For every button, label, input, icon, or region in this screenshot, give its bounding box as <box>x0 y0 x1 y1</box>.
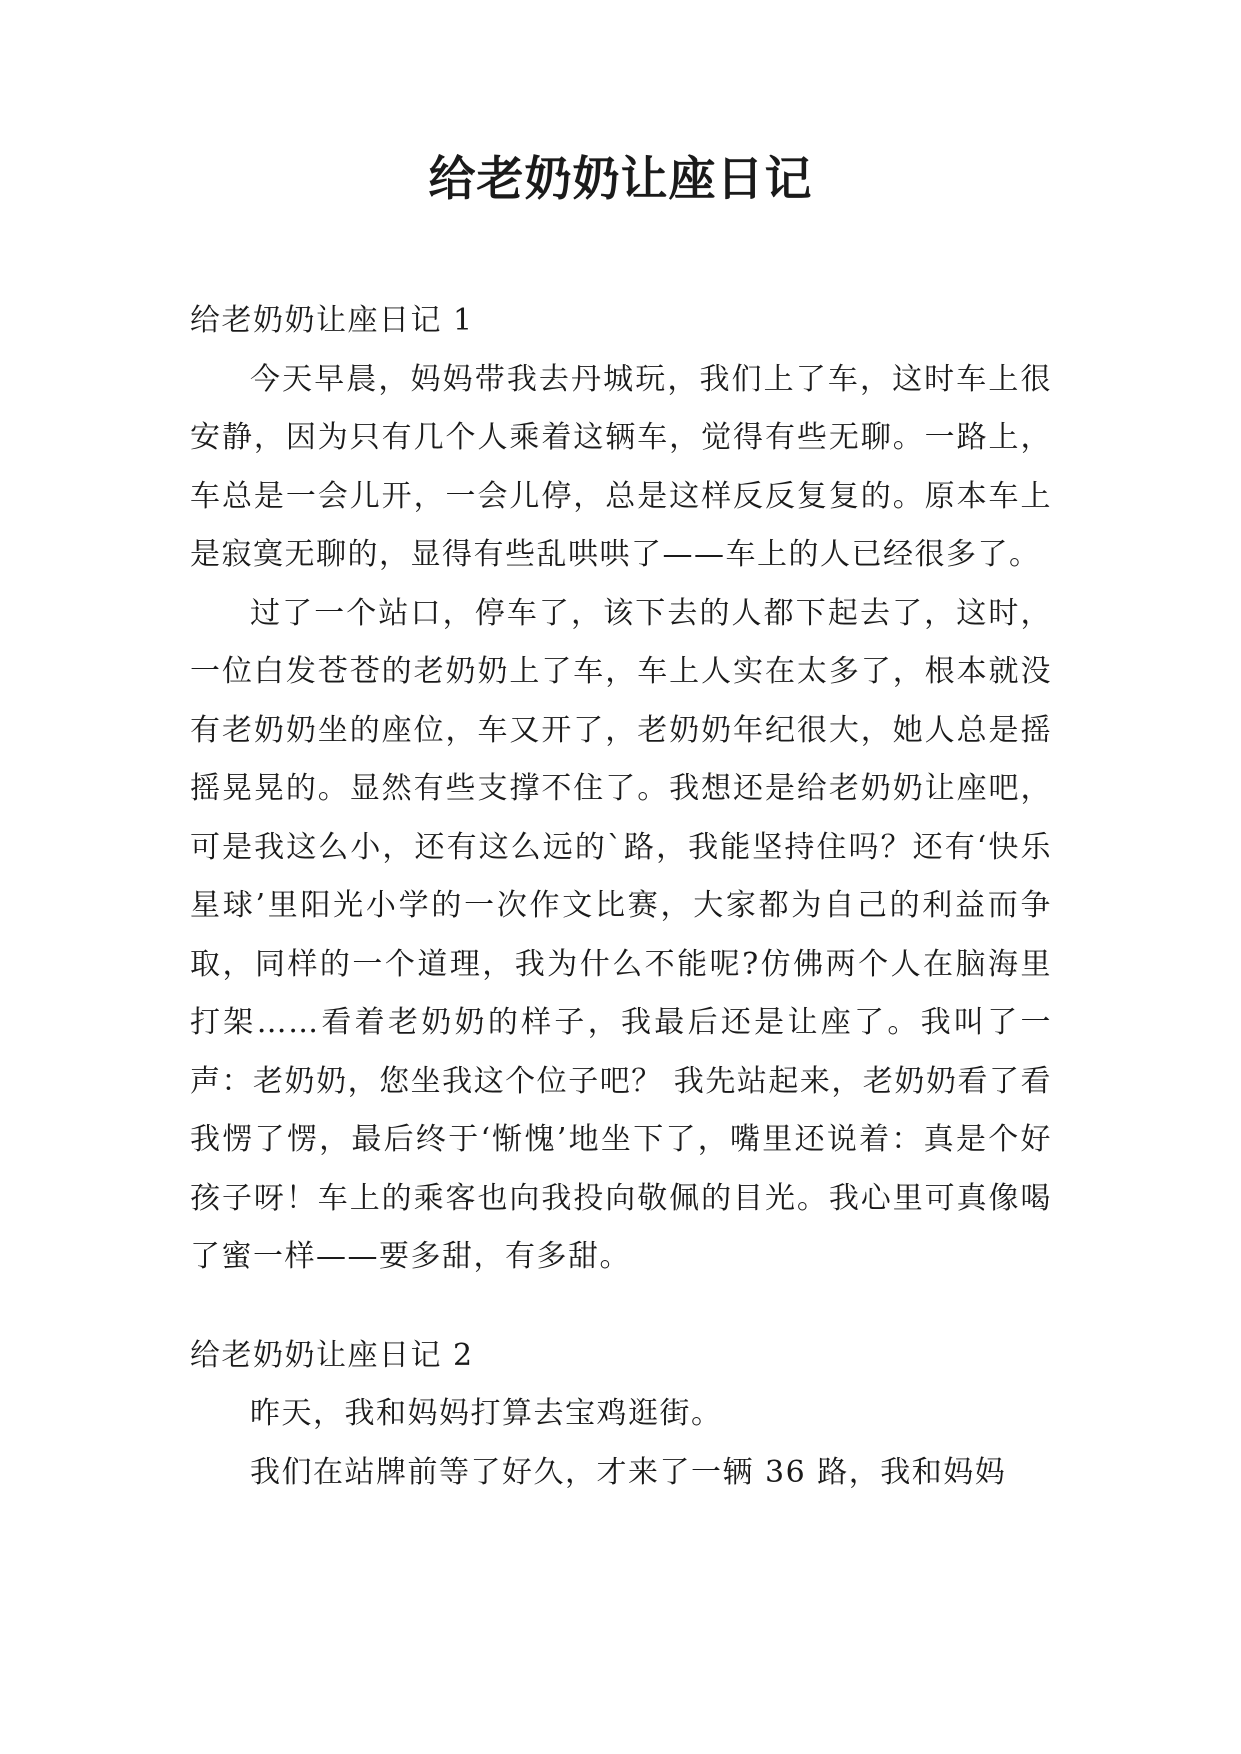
section-spacer <box>190 1287 1052 1327</box>
paragraph: 过了一个站口，停车了，该下去的人都下起去了，这时，一位白发苍苍的老奶奶上了车，车上人实在太多了，根本就没有老奶奶坐的座位，车又开了，老奶奶年纪很大，她人总是摇摇晃晃的。显然有些支撑不住了。我想还是给老奶奶让座吧，可是我这么小，还有这么远的`路，我能坚持住吗？还有‘快乐星球’里阳光小学的一次作文比赛，大家都为自己的利益而争取，同样的一个道理，我为什么不能呢?仿佛两个人在脑海里打架……看着老奶奶的样子，我最后还是让座了。我叫了一声：老奶奶，您坐我这个位子吧？ 我先站起来，老奶奶看了看我愣了愣，最后终于‘惭愧’地坐下了，嘴里还说着：真是个好孩子呀！车上的乘客也向我投向敬佩的目光。我心里可真像喝了蜜一样——要多甜，有多甜。 <box>190 595 1052 1274</box>
diary-section-2 <box>190 1327 1052 1503</box>
diary-section-1 <box>190 292 1052 1287</box>
document-title: 给老奶奶让座日记 <box>428 152 813 207</box>
section-heading: 给老奶奶让座日记 2 <box>190 1337 474 1373</box>
paragraph: 昨天，我和妈妈打算去宝鸡逛街。 <box>250 1396 723 1431</box>
document-body <box>190 292 1052 1502</box>
section-heading: 给老奶奶让座日记 1 <box>190 303 474 338</box>
paragraph: 今天早晨，妈妈带我去丹城玩，我们上了车，这时车上很安静，因为只有几个人乘着这辆车，觉得有些无聊。一路上，车总是一会儿开，一会儿停，总是这样反反复复的。原本车上是寂寞无聊的，显得有些乱哄哄了——车上的人已经很多了。 <box>190 361 1052 572</box>
paragraph: 我们在站牌前等了好久，才来了一辆 36 路，我和妈妈 <box>250 1454 1007 1490</box>
